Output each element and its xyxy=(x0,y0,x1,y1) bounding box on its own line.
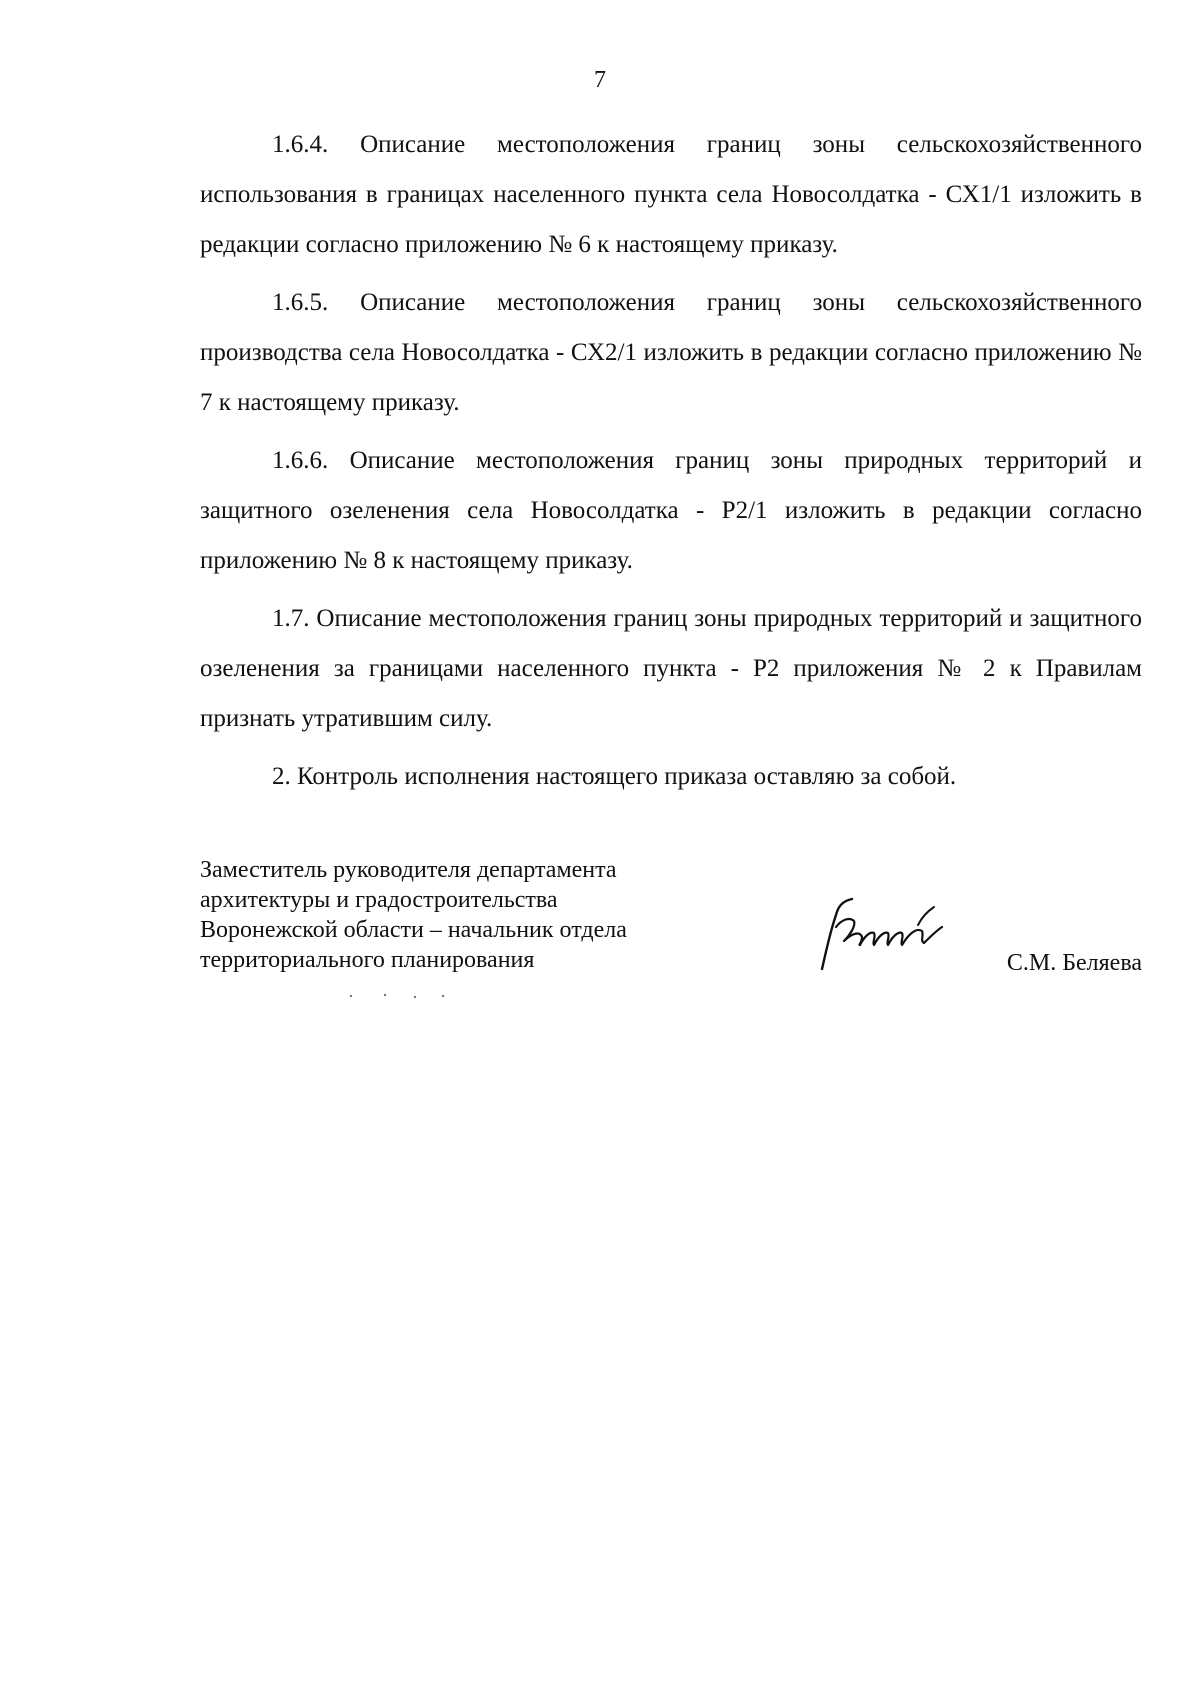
handwritten-signature xyxy=(800,897,970,975)
signer-name: С.М. Беляева xyxy=(1006,950,1142,976)
signer-position-line: территориального планирования xyxy=(200,947,535,973)
signer-position-line: Воронежской области – начальник отдела xyxy=(200,917,627,943)
signer-position xyxy=(200,855,760,975)
scan-artifact xyxy=(345,990,475,1002)
document-body xyxy=(200,120,1142,810)
signer-position-line: архитектуры и градостроительства xyxy=(200,887,558,913)
paragraph-1-6-6: 1.6.6. Описание местоположения границ зоны природных территорий и защитного озеленения села Новосолдатка - Р2/1 изложить в редакции согласно приложению № 8 к настоящему приказу. xyxy=(200,447,1142,574)
paragraph-1-7: 1.7. Описание местоположения границ зоны природных территорий и защитного озеленения за границами населенного пункта - Р2 приложения № 2 к Правилам признать утратившим силу. xyxy=(200,605,1142,732)
paragraph-1-6-5: 1.6.5. Описание местоположения границ зоны сельскохозяйственного производства села Новосолдатка - СХ2/1 изложить в редакции согласно приложению № 7 к настоящему приказу. xyxy=(200,289,1142,416)
paragraph-1-6-4: 1.6.4. Описание местоположения границ зоны сельскохозяйственного использования в границах населенного пункта села Новосолдатка - СХ1/1 изложить в редакции согласно приложению № 6 к настоящему приказу. xyxy=(200,131,1142,258)
signer-position-line: Заместитель руководителя департамента xyxy=(200,857,617,883)
paragraph-2: 2. Контроль исполнения настоящего приказа оставляю за собой. xyxy=(272,763,957,790)
page-number: 7 xyxy=(594,67,606,93)
signature-block xyxy=(200,855,1142,975)
